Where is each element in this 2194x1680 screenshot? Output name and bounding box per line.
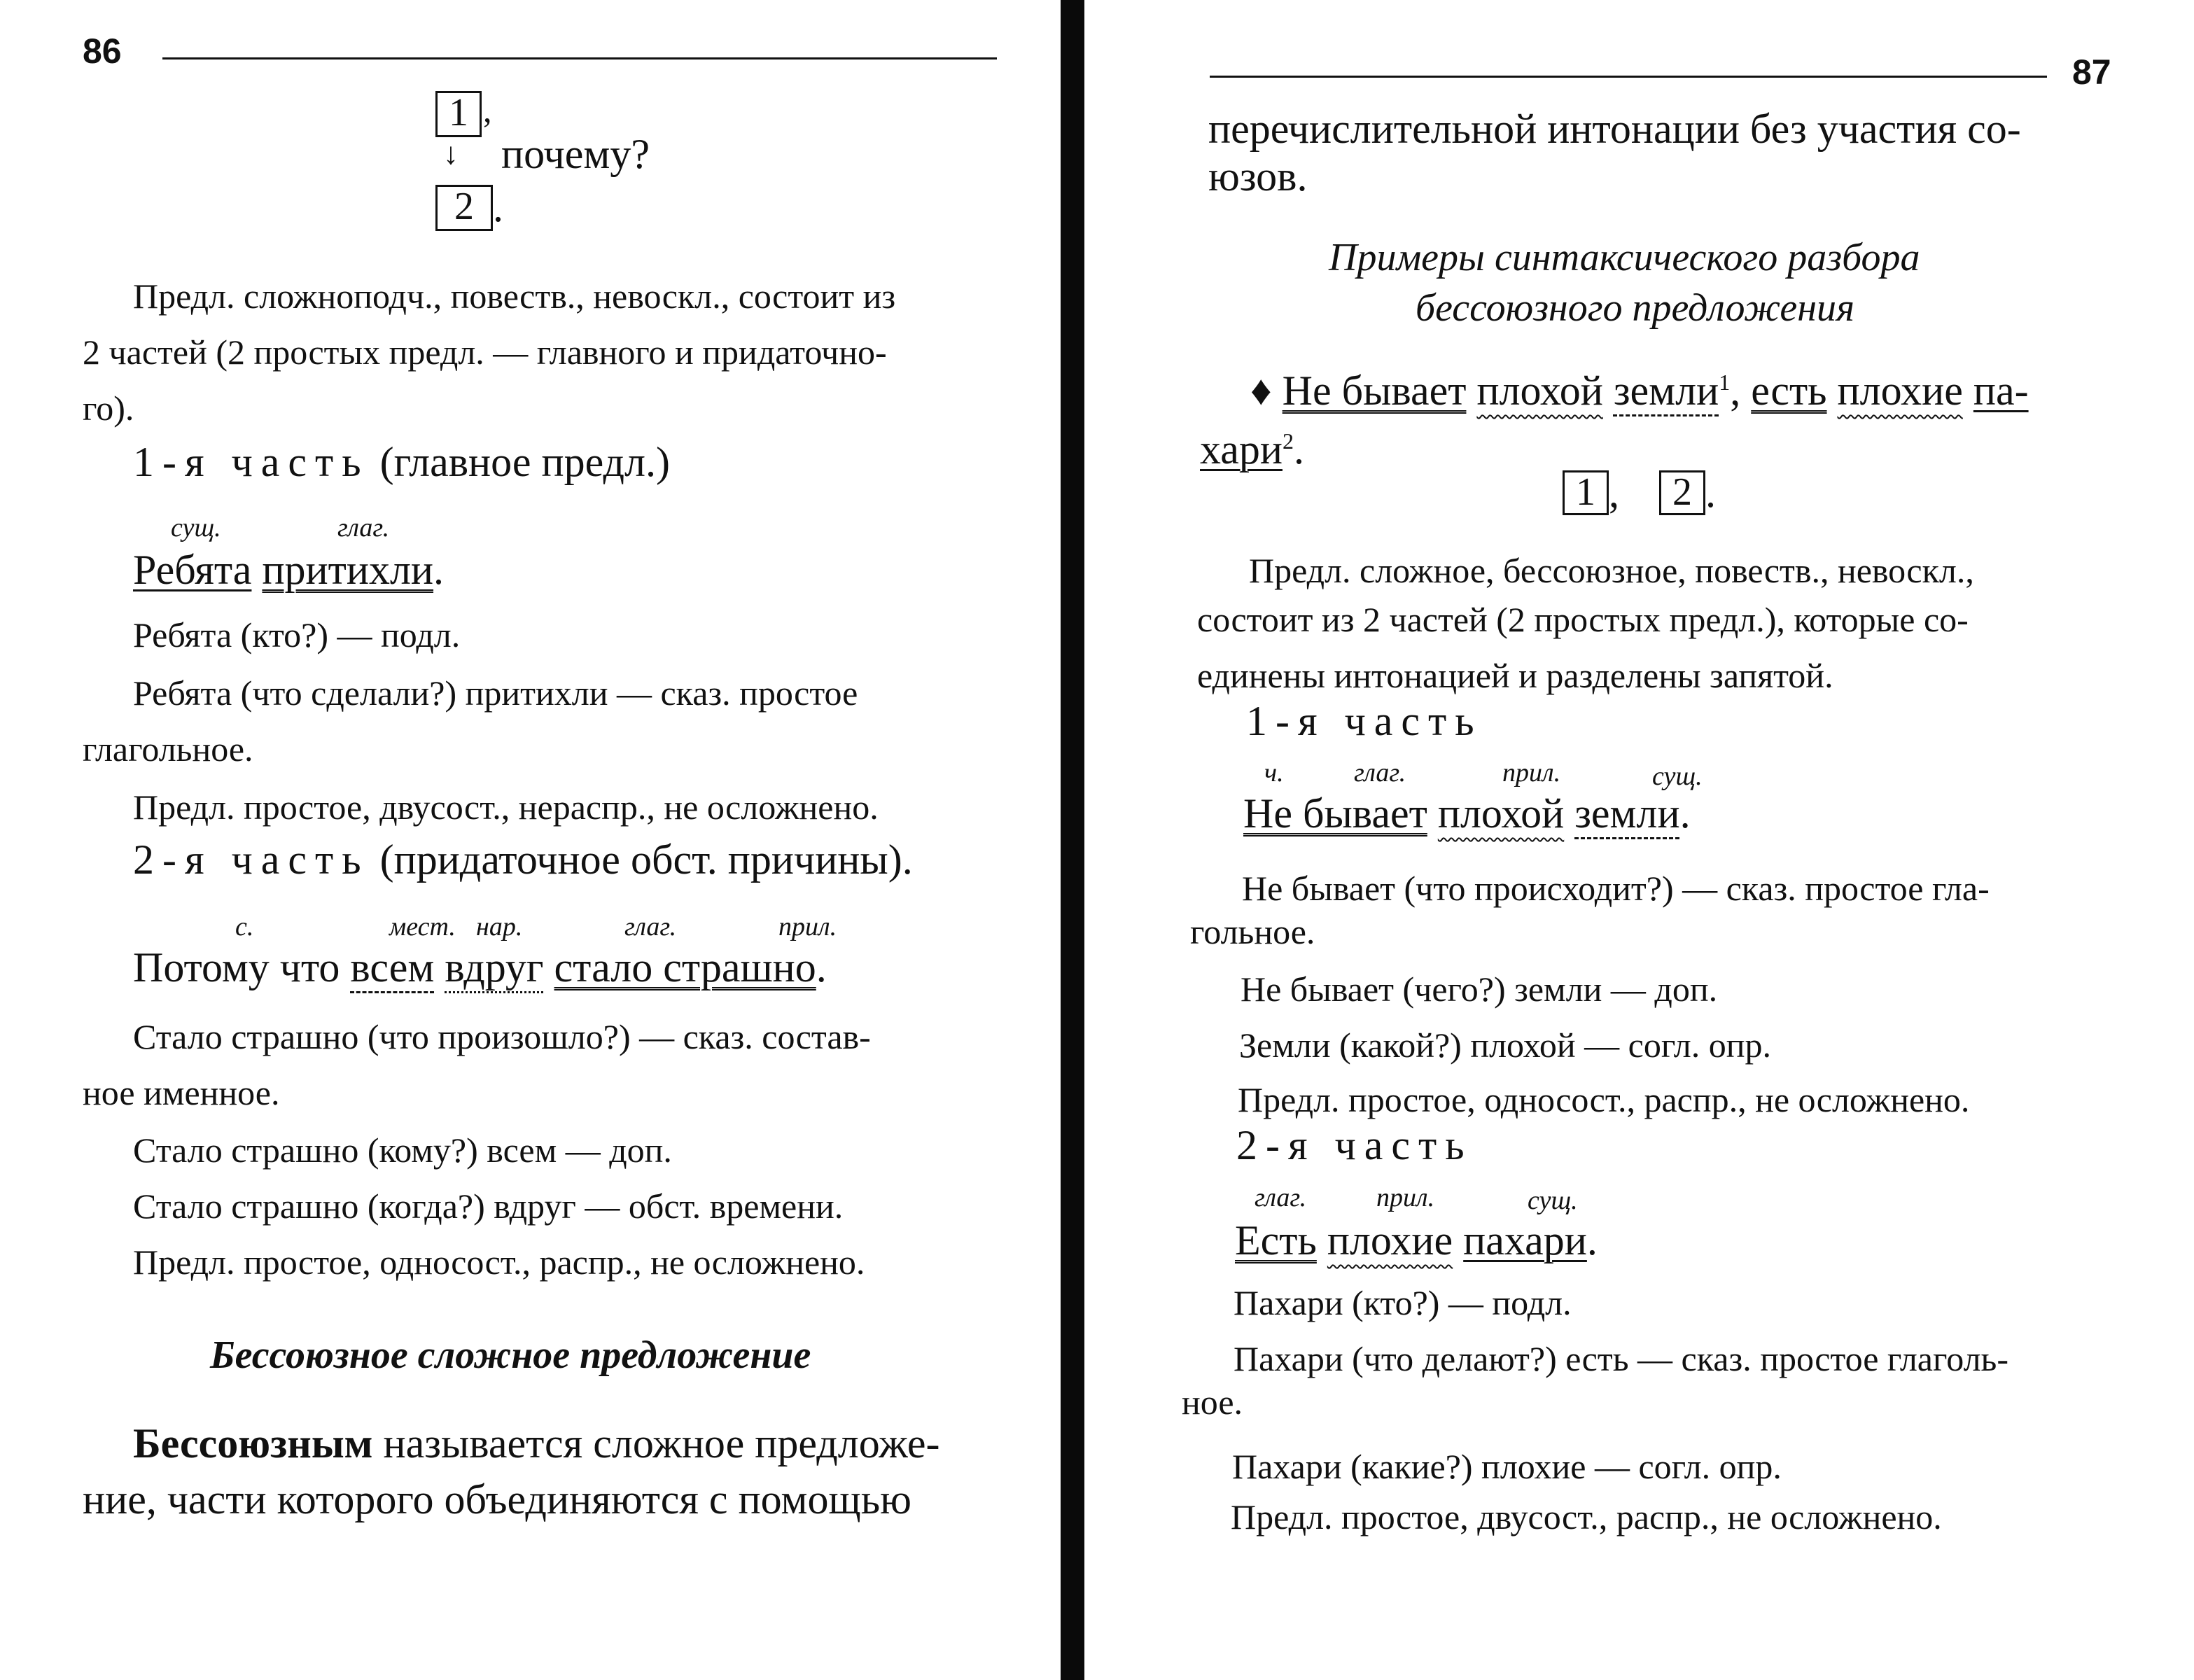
- right-ex2-line5: Предл. простое, двусост., распр., не осложнено.: [1231, 1497, 1942, 1536]
- label-adv: нар.: [476, 912, 523, 941]
- part2-right-label: 2-я часть: [1236, 1122, 1473, 1168]
- example1-sentence-left: [133, 549, 444, 591]
- ex2-line4: Стало страшно (когда?) вдруг — обст. времени.: [133, 1186, 844, 1226]
- object-zemli: земли: [1613, 368, 1719, 414]
- label-adj: прил.: [778, 912, 837, 941]
- examples-title-line2: бессоюзного предложения: [1416, 286, 1855, 330]
- label-noun-r1: сущ.: [1652, 762, 1703, 791]
- example2-sentence-left: [133, 946, 827, 988]
- para1-line3: го).: [83, 388, 134, 428]
- part2-heading-left: [133, 836, 913, 883]
- footnote-1: 1: [1719, 370, 1731, 395]
- ex1-line1: Ребята (кто?) — подл.: [133, 615, 461, 654]
- right-para-line3: единены интонацией и разделены запятой.: [1197, 656, 1833, 695]
- page-number-left: 86: [83, 31, 122, 71]
- header-rule-left: [162, 57, 997, 59]
- scheme-dot: .: [493, 184, 503, 230]
- definition-line1: [133, 1422, 940, 1464]
- label-noun: сущ.: [171, 513, 221, 542]
- label-particle: ч.: [1264, 758, 1284, 788]
- examples-title-line1: Примеры синтаксического разбора: [1329, 236, 1920, 279]
- para1-line2: 2 частей (2 простых предл. — главного и придаточно-: [83, 332, 887, 372]
- header-rule-right: [1210, 76, 2047, 78]
- right-ex1-line4: Земли (какой?) плохой — согл. опр.: [1239, 1026, 1772, 1065]
- sentence-end-2: .: [816, 944, 827, 990]
- predicate-ne-byvaet: Не бывает: [1282, 368, 1467, 414]
- example2-sentence-right: [1235, 1217, 1598, 1264]
- main-sentence-line1: [1250, 370, 2029, 412]
- part1-heading-right: [1246, 700, 1483, 742]
- definition-rest: называется сложное предложе-: [372, 1420, 940, 1466]
- right-para-line2: состоит из 2 частей (2 простых предл.), которые со-: [1197, 600, 1969, 639]
- label-pron: мест.: [389, 912, 456, 941]
- sentence-end-4: .: [1679, 790, 1691, 836]
- main-sentence-line2: [1200, 428, 1304, 470]
- predicate-est: есть: [1751, 368, 1827, 414]
- scheme-right-dot: .: [1705, 470, 1716, 516]
- label-verb-r2: глаг.: [1255, 1183, 1307, 1212]
- compound-predicate: стало страшно: [554, 944, 816, 990]
- right-ex2-line2: Пахари (что делают?) есть — сказ. простое глаголь-: [1234, 1339, 2009, 1378]
- right-ex2-line3: ное.: [1182, 1382, 1243, 1422]
- right-ex1-line1: Не бывает (что происходит?) — сказ. простое гла-: [1242, 869, 1990, 908]
- ex2-line3: Стало страшно (кому?) всем — доп.: [133, 1130, 672, 1170]
- label-verb: глаг.: [337, 513, 390, 542]
- definition-line2: ние, части которого объединяются с помощью: [83, 1476, 911, 1522]
- comma: ,: [1730, 368, 1741, 414]
- label-adj-r2: прил.: [1376, 1183, 1435, 1212]
- right-para-line1: Предл. сложное, бессоюзное, повеств., невоскл.,: [1249, 551, 1974, 590]
- example1-sentence-right: [1243, 792, 1691, 834]
- attribute-plokhoy-2: плохой: [1437, 790, 1565, 836]
- sentence-end: .: [433, 547, 445, 593]
- sentence-end-5: .: [1586, 1217, 1598, 1264]
- predicate-word: притихли: [262, 547, 434, 593]
- predicate-est-2: Есть: [1235, 1217, 1317, 1264]
- scheme-right-box-1: 1: [1563, 470, 1609, 515]
- object-word: всем: [350, 944, 435, 990]
- adverbial-word: вдруг: [445, 944, 544, 990]
- scheme-question: почему?: [501, 131, 650, 177]
- ex2-line5: Предл. простое, односост., распр., не осложнено.: [133, 1242, 865, 1282]
- scheme-box-1: 1: [435, 91, 482, 137]
- sentence-end-3: .: [1293, 426, 1304, 472]
- ex1-line2: Ребята (что сделали?) притихли — сказ. простое: [133, 673, 858, 713]
- part1-label: 1-я часть: [133, 439, 370, 485]
- part2-note: (придаточное обст. причины).: [379, 836, 913, 883]
- label-noun-r2: сущ.: [1528, 1186, 1578, 1215]
- object-zemli-2: земли: [1574, 790, 1680, 836]
- part2-label: 2-я часть: [133, 836, 370, 883]
- label-conj: с.: [235, 912, 254, 941]
- attribute-plokhie: плохие: [1837, 368, 1963, 414]
- cont-line1: перечислительной интонации без участия со-: [1208, 106, 2021, 152]
- scheme-right-comma: ,: [1609, 470, 1619, 516]
- ex1-line4: Предл. простое, двусост., нераспр., не осложнено.: [133, 788, 879, 827]
- scheme-box-2: 2: [435, 185, 493, 231]
- label-verb-2: глаг.: [624, 912, 677, 941]
- right-ex2-line1: Пахари (кто?) — подл.: [1234, 1283, 1572, 1322]
- part2-heading-right: [1236, 1124, 1473, 1166]
- definition-term: Бессоюзным: [133, 1420, 373, 1466]
- subject-word: Ребята: [133, 547, 252, 593]
- scheme-right-box-2: 2: [1659, 470, 1705, 515]
- scheme-comma: ,: [483, 90, 492, 130]
- subject-pakhari-part1: па-: [1973, 368, 2029, 414]
- label-verb-r1: глаг.: [1354, 758, 1406, 788]
- conjunction-words: Потому что: [133, 944, 340, 990]
- subject-pakhari: пахари: [1463, 1217, 1587, 1264]
- label-adj-r1: прил.: [1502, 758, 1561, 788]
- book-spine: [1061, 0, 1084, 1680]
- down-arrow-icon: ↓: [443, 136, 459, 171]
- page-number-right: 87: [2072, 52, 2111, 92]
- ex2-line2: ное именное.: [83, 1073, 280, 1112]
- attribute-plokhie-2: плохие: [1327, 1217, 1453, 1264]
- part1-right-label: 1-я часть: [1246, 698, 1483, 744]
- section-title: Бессоюзное сложное предложение: [210, 1334, 811, 1377]
- right-ex1-line3: Не бывает (чего?) земли — доп.: [1241, 969, 1718, 1009]
- predicate-ne-byvaet-2: Не бывает: [1243, 790, 1427, 836]
- para1-line1: Предл. сложноподч., повеств., невоскл., состоит из: [133, 276, 896, 316]
- right-ex1-line5: Предл. простое, односост., распр., не осложнено.: [1238, 1080, 1970, 1119]
- subject-pakhari-part2: хари: [1200, 426, 1283, 472]
- attribute-plokhoy: плохой: [1476, 368, 1603, 414]
- ex1-line3: глагольное.: [83, 729, 253, 769]
- footnote-2: 2: [1282, 428, 1294, 454]
- diamond-bullet-icon: ♦: [1250, 368, 1272, 414]
- part1-note: (главное предл.): [379, 439, 670, 485]
- right-ex1-line2: гольное.: [1190, 912, 1315, 951]
- cont-line2: юзов.: [1208, 153, 1308, 200]
- right-ex2-line4: Пахари (какие?) плохие — согл. опр.: [1232, 1447, 1782, 1486]
- part1-heading-left: [133, 441, 670, 483]
- ex2-line1: Стало страшно (что произошло?) — сказ. состав-: [133, 1017, 871, 1056]
